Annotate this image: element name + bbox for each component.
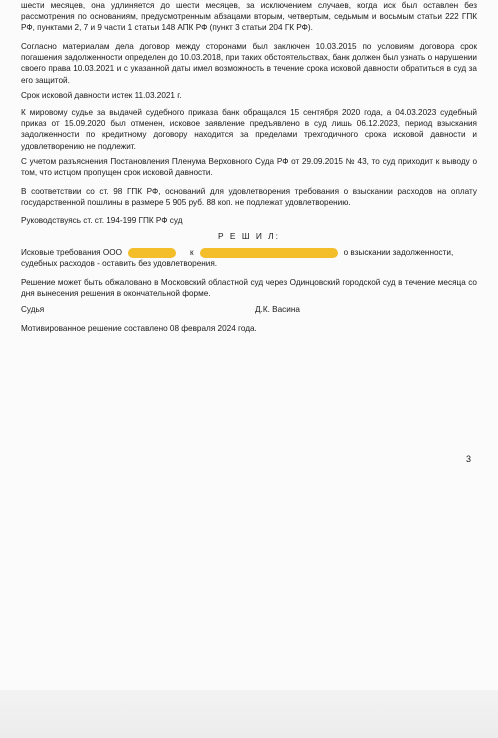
signature-name: Д.К. Васина xyxy=(255,305,300,314)
paragraph-appeal: Решение может быть обжаловано в Московский областной суд через Одинцовский городской суд в течение месяца со дня вынесения решения в окончательной форме. xyxy=(21,278,477,299)
paragraph-guided-by: Руководствуясь ст. ст. 194-199 ГПК РФ суд xyxy=(21,216,183,225)
decision-line-1 xyxy=(21,247,477,258)
paragraph-contract-terms: Согласно материалам дела договор между сторонами был заключен 10.03.2015 по условиям договора срок погашения задолженности определен до 10.03.2018, при таких обстоятельствах, банк должен был узнать о нарушении своего права 10.03.2021 и с указанной даты имел возможность в течение срока исковой давности обратиться в суд за его защитой. xyxy=(21,42,477,85)
paragraph-reasoned-decision-date: Мотивированное решение составлено 08 февраля 2024 года. xyxy=(21,324,257,333)
decision-claim-subject: о взыскании задолженности, xyxy=(343,248,454,257)
signature-line xyxy=(21,305,477,314)
paragraph-court-order: К мировому судье за выдачей судебного приказа банк обращался 15 сентября 2020 года, а 04.03.2023 судебный приказ от 15.09.2020 был отменен, исковое заявление предъявлено в суд лишь 06.12.2023, период взыскания задолженности по кредитному договору находится за пределами трехгодичного срока исковой давности и удовлетворению не подлежит. xyxy=(21,108,477,151)
page-bottom-shade xyxy=(0,690,498,738)
decision-line-2: судебных расходов - оставить без удовлетворения. xyxy=(21,259,218,269)
paragraph-plenum-reference: С учетом разъяснения Постановления Пленума Верховного Суда РФ от 29.09.2015 № 43, то суд приходит к выводу о том, что истцом пропущен срок исковой давности. xyxy=(21,157,477,178)
paragraph-state-duty: В соответствии со ст. 98 ГПК РФ, оснований для удовлетворения требования о взыскании расходов на оплату государственной пошлины в размере 5 905 руб. 88 коп. не подлежат удовлетворению. xyxy=(21,187,477,208)
redaction-claimant xyxy=(128,248,176,258)
paragraph-limitation-expired: Срок исковой давности истек 11.03.2021 г. xyxy=(21,91,182,100)
decision-claimant-prefix: Исковые требования ООО xyxy=(21,248,122,257)
decision-against: к xyxy=(190,248,194,257)
decision-block xyxy=(21,247,477,269)
page-number: 3 xyxy=(466,454,472,464)
redaction-defendant xyxy=(200,248,338,258)
decision-heading: Р Е Ш И Л: xyxy=(218,231,280,241)
signature-role: Судья xyxy=(21,305,45,314)
paragraph-limitation-extension: шести месяцев, она удлиняется до шести месяцев, за исключением случаев, когда иск был оставлен без рассмотрения по основаниям, предусмотренным абзацами вторым, четвертым, седьмым и восьмым статьи 222 ГПК РФ, пунктами 2, 7 и 9 части 1 статьи 148 АПК РФ (пункт 3 статьи 204 ГК РФ). xyxy=(21,1,477,33)
